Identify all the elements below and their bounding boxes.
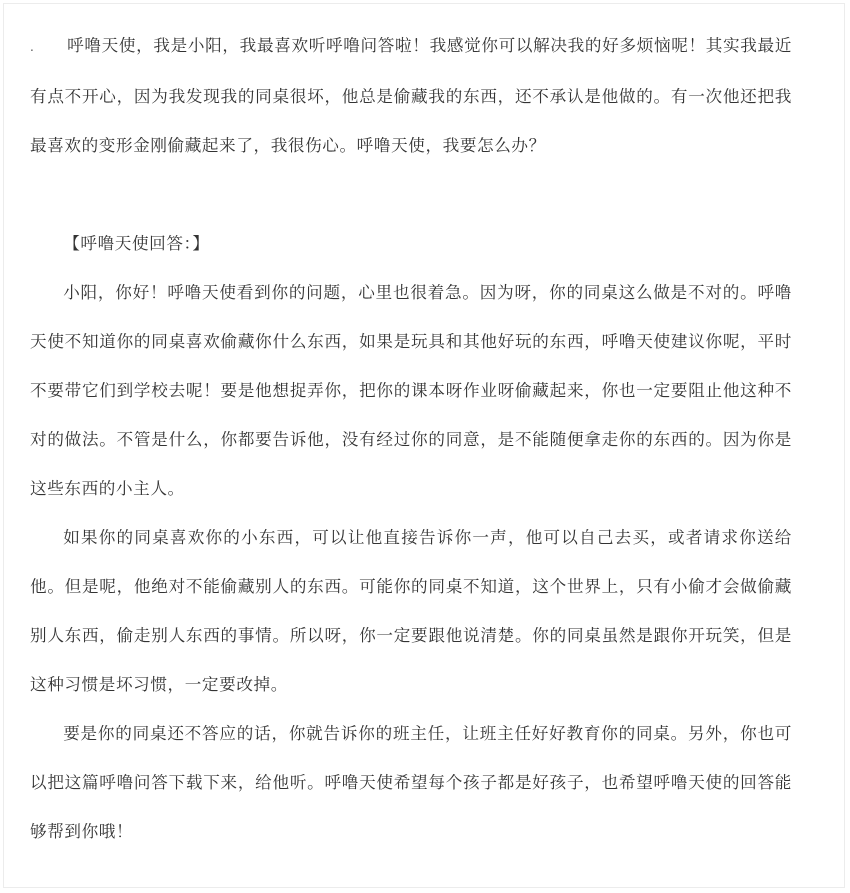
question-marker: . (30, 40, 35, 54)
article-body (30, 21, 792, 856)
answer-paragraph-2: 如果你的同桌喜欢你的小东西，可以让他直接告诉你一声，他可以自己去买，或者请求你送给他。但是呢，他绝对不能偷藏别人的东西。可能你的同桌不知道，这个世界上，只有小偷才会做偷藏别人东西，偷走别人东西的事情。所以呀，你一定要跟他说清楚。你的同桌虽然是跟你开玩笑，但是这种习惯是坏习惯，一定要改掉。 (30, 528, 792, 694)
answer-heading: 【呼噜天使回答：】 (63, 234, 210, 253)
paragraph-spacer (30, 170, 792, 219)
question-text: 呼噜天使，我是小阳，我最喜欢听呼噜问答啦！我感觉你可以解决我的好多烦恼呢！其实我最近有点不开心，因为我发现我的同桌很坏，他总是偷藏我的东西，还不承认是他做的。有一次他还把我最喜欢的变形金刚偷藏起来了，我很伤心。呼噜天使，我要怎么办？ (30, 36, 792, 155)
question-paragraph (30, 21, 792, 170)
answer-paragraph-3: 要是你的同桌还不答应的话，你就告诉你的班主任，让班主任好好教育你的同桌。另外，你也可以把这篇呼噜问答下载下来，给他听。呼噜天使希望每个孩子都是好孩子，也希望呼噜天使的回答能够帮到你哦！ (30, 724, 792, 841)
answer-paragraph-1: 小阳，你好！呼噜天使看到你的问题，心里也很着急。因为呀，你的同桌这么做是不对的。呼噜天使不知道你的同桌喜欢偷藏你什么东西，如果是玩具和其他好玩的东西，呼噜天使建议你呢，平时不要带它们到学校去呢！要是他想捉弄你，把你的课本呀作业呀偷藏起来，你也一定要阻止他这种不对的做法。不管是什么，你都要告诉他，没有经过你的同意，是不能随便拿走你的东西的。因为你是这些东西的小主人。 (30, 283, 792, 498)
